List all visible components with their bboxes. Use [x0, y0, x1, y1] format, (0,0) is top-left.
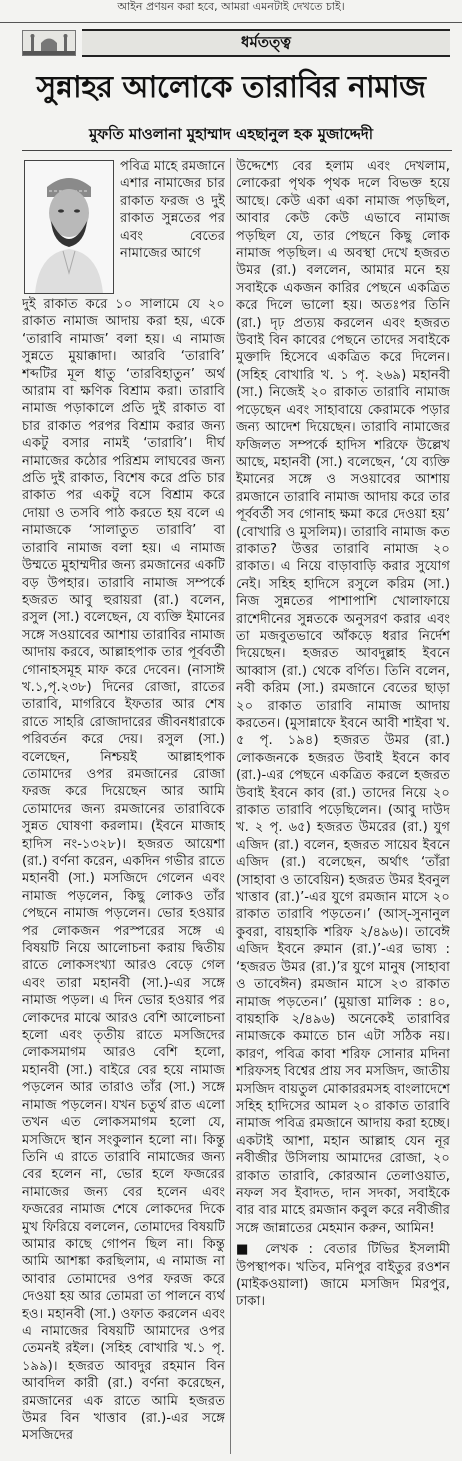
intro-paragraph: পবিত্র মাহে রমজানে এশার নামাজের চার রাকাত ফরজ ও দুই রাকাত সুন্নতের পর এবং বেতের নামাজের আগে: [120, 159, 225, 262]
author-portrait-icon: [25, 161, 113, 293]
section-bar: [82, 29, 450, 57]
mosque-logo-icon: [22, 30, 76, 56]
left-column-text: দুই রাকাত করে ১০ সালামে যে ২০ রাকাত নামাজ আদায় করা হয়, একে ‘তারাবি নামাজ’ বলা হয়। এ নামাজ সুন্নতে মুয়াক্কাদা। আরবি ‘তারাবি’ শব্দটির মূল ধাতু ‘তারবিহাতুন’ অর্থ আরাম বা ক্ষণিক বিশ্রাম করা। তারাবি নামাজ পড়াকালে প্রতি দুই রাকাত বা চার রাকাত পরপর বিশ্রাম করার জন্য একটু বসার নামই ‘তারাবি’। দীর্ঘ নামাজের কঠোর পরিশ্রম লাঘবের জন্য প্রতি দুই রাকাত, বিশেষ করে প্রতি চার রাকাত পর একটু বসে বিশ্রাম করে দোয়া ও তসবি পাঠ করতে হয় বলে এ নামাজকে ‘সালাতুত তারাবি’ বা তারাবি নামাজ বলা হয়। এ নামাজ উম্মতে মুহাম্মদীর জন্য রমজানের একটি বড় উপহার। তারাবি নামাজ সম্পর্কে হজরত আবু হুরায়রা (রা.) বলেন, রসুল (সা.) বলেছেন, যে ব্যক্তি ইমানের সঙ্গে সওয়াবের আশায় তারাবির নামাজ আদায় করবে, আল্লাহপাক তার পূর্ববর্তী গোনাহসমূহ মাফ করে দেবেন। (নাসাঈ খ.১,পৃ.২৩৮) দিনের রোজা, রাতের তারাবি, মাগরিবে ইফতার আর শেষ রাতে সাহরি রোজাদারের জীবনধারাকে পরিবর্তন করে দেয়। রসুল (সা.) বলেছেন, নিশ্চয়ই আল্লাহপাক তোমাদের ওপর রমজানের রোজা ফরজ করে দিয়েছেন আর আমি তোমাদের জন্য রমজানের তারাবিকে সুন্নত ঘোষণা করলাম। (ইবনে মাজাহ হাদিস নং-১৩২৮)। হজরত আয়েশা (রা.) বর্ণনা করেন, একদিন গভীর রাতে মহানবী (সা.) মসজিদে গেলেন এবং নামাজ পড়লেন, কিছু লোকও তাঁর পেছনে নামাজ পড়লেন। ভোর হওয়ার পর লোকজন পরস্পরের সঙ্গে এ বিষয়টি নিয়ে আলোচনা করায় দ্বিতীয় রাতে লোকসংখ্যা আরও বেড়ে গেল এবং তারা মহানবী (সা.)-এর সঙ্গে নামাজ পড়ল। এ দিন ভোর হওয়ার পর লোকদের মাঝে আরও বেশি আলোচনা হলো এবং তৃতীয় রাতে মসজিদের লোকসমাগম আরও বেশি হলো, মহানবী (সা.) বাইরে বের হয়ে নামাজ পড়লেন আর তারাও তাঁর (সা.) সঙ্গে নামাজ পড়লেন। যখন চতুর্থ রাত এলো তখন এত লোকসমাগম হলো যে, মসজিদে স্থান সংকুলান হলো না। কিন্তু তিনি এ রাতে তারাবি নামাজের জন্য বের হলেন না, ভোর হলে ফজরের নামাজের জন্য বের হলেন এবং ফজরের নামাজ শেষে লোকদের দিকে মুখ ফিরিয়ে বললেন, তোমাদের বিষয়টি আমার কাছে গোপন ছিল না। কিন্তু আমি আশঙ্কা করছিলাম, এ নামাজ না আবার তোমাদের ওপর ফরজ করে দেওয়া হয় আর তোমরা তা পালনে ব্যর্থ হও। মহানবী (সা.) ওফাত করলেন এবং এ নামাজের বিষয়টি আমাদের ওপর তেমনই রইল। (সহিহ বোখারি খ.১ পৃ. ১৯৯)। হজরত আবদুর রহমান বিন আবদিল কারী (রা.) বর্ণনা করেছেন, রমজানের এক রাতে আমি হজরত উমর বিন খাত্তাব (রা.)-এর সঙ্গে মসজিদের: [22, 297, 225, 1444]
article-right-column: [236, 158, 450, 1458]
byline-rule: [22, 150, 452, 151]
article-left-column: [22, 296, 225, 1456]
column-divider: [230, 158, 231, 1454]
author-credit: ■ লেখক : বেতার টিভির ইসলামী উপস্থাপক। খতিব, মনিপুর বাইতুর রওশন (মাইকওয়ালা) জামে মসজিদ মিরপুর, ঢাকা।: [236, 1242, 450, 1310]
article-headline: সুন্নাহর আলোকে তারাবির নামাজ: [36, 70, 426, 105]
right-column-text: উদ্দেশ্যে বের হলাম এবং দেখলাম, লোকেরা পৃথক পৃথক দলে বিভক্ত হয়ে আছে। কেউ একা একা নামাজ পড়ছিল, আবার কেউ কেউ এভাবে নামাজ পড়ছিল যে, তার পেছনে কিছু লোক নামাজ পড়ছিল। এ অবস্থা দেখে হজরত উমর (রা.) বললেন, আমার মনে হয় সবাইকে একজন কারির পেছনে একত্রিত করে দিলে ভালো হয়। অতঃপর তিনি (রা.) দৃঢ় প্রত্যয় করলেন এবং হজরত উবাই বিন কাবের পেছনে তাদের সবাইকে মুক্তাদি হিসেবে একত্রিত করে দিলেন। (সহিহ বোখারি খ. ১ পৃ. ২৬৯) মহানবী (সা.) নিজেই ২০ রাকাত তারাবি নামাজ পড়েছেন এবং সাহাবায়ে কেরামকে পড়ার জন্য আদেশ দিয়েছেন। তারাবি নামাজের ফজিলত সম্পর্কে হাদিস শরিফে উল্লেখ আছে, মহানবী (সা.) বলেছেন, ‘যে ব্যক্তি ইমানের সঙ্গে ও সওয়াবের আশায় রমজানে তারাবি নামাজ আদায় করে তার পূর্ববর্তী সব গোনাহ ক্ষমা করে দেওয়া হয়’ (বোখারি ও মুসলিম)। তারাবি নামাজ কত রাকাত? উত্তর তারাবি নামাজ ২০ রাকাত। এ নিয়ে বাড়াবাড়ি করার সুযোগ নেই। সহিহ হাদিসে রসুলে করিম (সা.) নিজ সুন্নতের পাশাপাশি খোলাফায়ে রাশেদীনের সুন্নতকে অনুসরণ করার এবং তা মজবুতভাবে আঁকড়ে ধরার নির্দেশ দিয়েছেন। হজরত আবদুল্লাহ ইবনে আব্বাস (রা.) থেকে বর্ণিত। তিনি বলেন, নবী করিম (সা.) রমজানে বেতের ছাড়া ২০ রাকাত তারাবি নামাজ আদায় করতেন। (মুসান্নাফে ইবনে আবী শাইবা খ. ৫ পৃ. ১৯৪) হজরত উমর (রা.) লোকজনকে হজরত উবাই ইবনে কাব (রা.)-এর পেছনে একত্রিত করলে হজরত উবাই ইবনে কাব (রা.) তাদের নিয়ে ২০ রাকাত তারাবি পড়েছিলেন। (আবু দাউদ খ. ২ পৃ. ৬৫) হজরত উমরের (রা.) যুগ এজিদ (রা.) বলেন, হজরত সায়েব ইবনে এজিদ (রা.) বলেছেন, অর্থাৎ ‘তাঁরা (সাহাবা ও তাবেয়িন) হজরত উমর ইবনুল খাত্তাব (রা.)’-এর যুগে রমজান মাসে ২০ রাকাত তারাবি পড়তেন।’ (আস্-সুনানুল কুবরা, বায়হাকি শরিফ ২/৪৯৬)। তাবেঈ এজিদ ইবনে রুমান (রা.)’-এর ভাষ্য : ‘হজরত উমর (রা.)’র যুগে মানুষ (সাহাবা ও তাবেঈন) রমজান মাসে ২৩ রাকাত নামাজ পড়তেন।’ (মুয়াত্তা মালিক : ৪০, বায়হাকি ২/৪৯৬) অনেকেই তারাবির নামাজকে কমাতে চান এটা সঠিক নয়। কারণ, পবিত্র কাবা শরিফ সোনার মদিনা শরিফসহ বিশ্বের প্রায় সব মসজিদ, জাতীয় মসজিদ বায়তুল মোকাররমসহ বাংলাদেশে সহিহ হাদিসের আমল ২০ রাকাত তারাবি নামাজ পবিত্র রমজানে আদায় করা হচ্ছে। একটাই আশা, মহান আল্লাহ যেন নূর নবীজীর উসিলায় আমাদের রোজা, ২০ রাকাত তারাবি, কোরআন তেলাওয়াত, নফল সব ইবাদত, দান সদকা, সবাইকে বার বার মাহে রমজান কবুল করে নবীজীর সঙ্গে জান্নাতের মেহমান করুন, আমিন!: [236, 159, 450, 1236]
section-label: ধর্মতত্ত্ব: [241, 32, 291, 51]
author-byline: মুফতি মাওলানা মুহাম্মাদ এহছানুল হক মুজাদ্দেদী: [88, 125, 374, 143]
previous-article-strip: আইন প্রণয়ন করা হবে, আমরা এমনটাই দেখতে চাই।: [0, 0, 462, 23]
article-intro-beside-photo: [120, 158, 225, 294]
author-photo: [24, 160, 114, 294]
